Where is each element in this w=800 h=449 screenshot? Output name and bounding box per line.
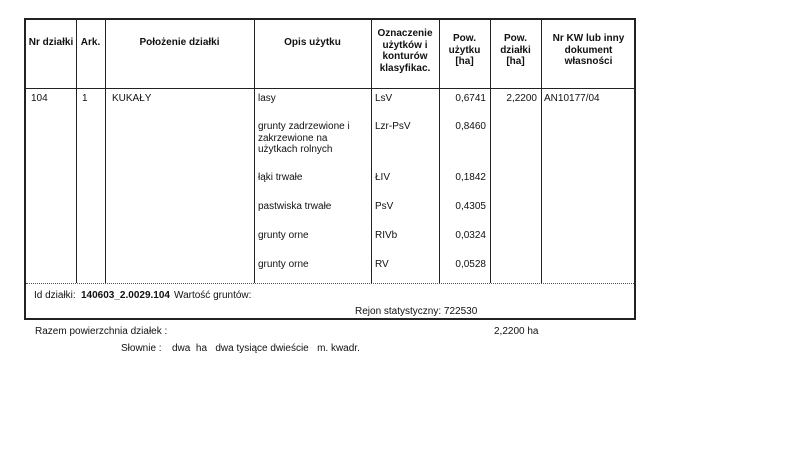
col-divider [76,20,77,283]
usage-desc: grunty zadrzewione i zakrzewione na użytkach rolnych [258,121,350,155]
id-value: 140603_2.0029.104 [81,290,170,301]
total-label: Razem powierzchnia działek : [35,326,168,337]
usage-area: 0,6741 [455,93,486,104]
usage-code: ŁIV [375,172,391,183]
header-opis: Opis użytku [284,37,341,48]
usage-code: RIVb [375,230,398,241]
value-label: Wartość gruntów: [174,290,252,301]
parcel-location: KUKAŁY [112,93,152,104]
header-nr: Nr działki [28,37,74,48]
parcel-ark: 1 [82,93,88,104]
usage-desc: grunty orne [258,259,309,270]
col-divider [105,20,106,283]
in-words-value: dwa ha dwa tysiące dwieście m. kwadr. [172,343,360,354]
col-divider [254,20,255,283]
usage-code: Lzr-PsV [375,121,411,132]
header-divider [26,88,634,89]
footer-divider [26,283,634,284]
in-words-label: Słownie : [121,343,162,354]
header-pow-dzialki: Pow. działki [ha] [500,33,531,67]
stat-region: Rejon statystyczny: 722530 [355,306,478,317]
parcel-kw: AN10177/04 [544,93,600,104]
header-ark: Ark. [80,37,101,48]
usage-desc: grunty orne [258,230,309,241]
parcel-area: 2,2200 [506,93,537,104]
usage-area: 0,8460 [455,121,486,132]
usage-code: RV [375,259,389,270]
usage-desc: pastwiska trwałe [258,201,332,212]
usage-area: 0,4305 [455,201,486,212]
header-kw: Nr KW lub inny dokument własności [552,33,625,67]
total-value: 2,2200 ha [494,326,539,337]
id-label: Id działki: [34,290,76,301]
header-polozenie: Położenie działki [139,37,220,48]
usage-area: 0,0324 [455,230,486,241]
usage-code: LsV [375,93,393,104]
parcel-nr: 104 [31,93,48,104]
usage-code: PsV [375,201,394,212]
usage-desc: lasy [258,93,276,104]
usage-desc: łąki trwałe [258,172,303,183]
usage-area: 0,0528 [455,259,486,270]
usage-area: 0,1842 [455,172,486,183]
header-pow-uzytku: Pow. użytku [ha] [448,33,481,67]
parcel-table [24,18,636,320]
header-oznaczenie: Oznaczenie użytków i konturów klasyfikac. [377,28,433,74]
